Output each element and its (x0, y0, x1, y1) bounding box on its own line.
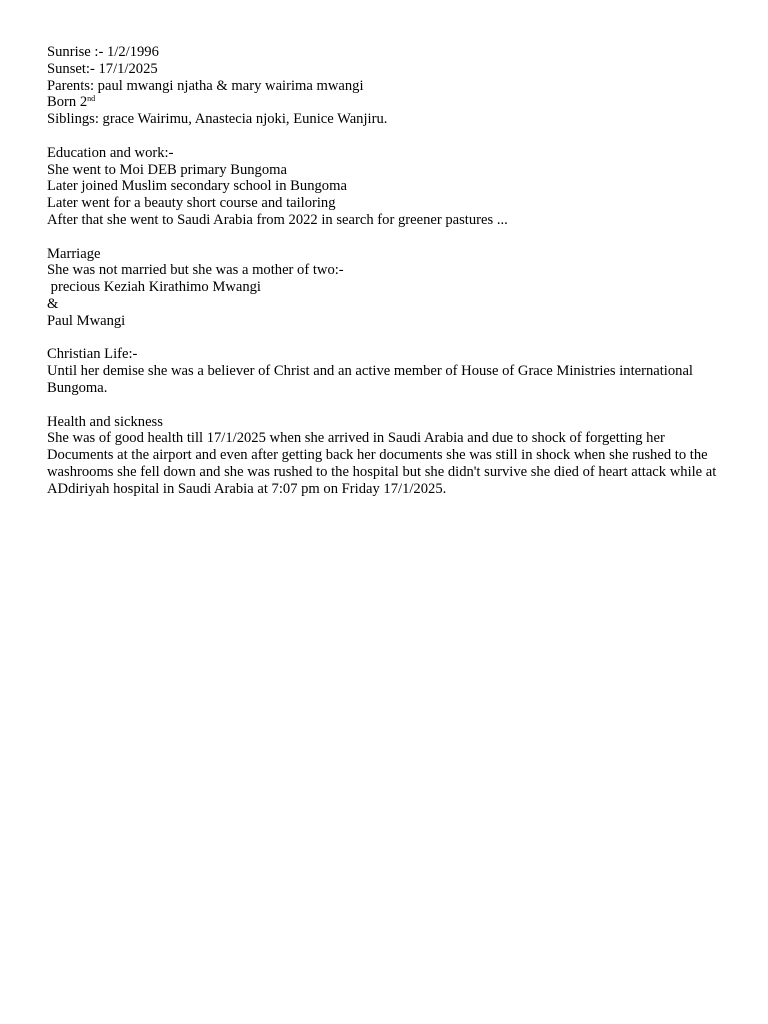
christian-life-heading: Christian Life:- (47, 346, 138, 363)
marriage-line: & (47, 295, 59, 312)
spacer (47, 330, 727, 347)
parents-line: Parents: paul mwangi njatha & mary wairima mwangi (47, 77, 364, 94)
born-line (47, 94, 727, 111)
spacer (47, 128, 727, 145)
siblings-line: Siblings: grace Wairimu, Anastecia njoki, Eunice Wanjiru. (47, 111, 388, 128)
christian-life-paragraph: Until her demise she was a believer of Christ and an active member of House of Grace Ministries international Bungoma. (47, 363, 693, 396)
document-page (47, 44, 727, 498)
marriage-line: She was not married but she was a mother of two:- (47, 262, 344, 279)
health-paragraph: She was of good health till 17/1/2025 when she arrived in Saudi Arabia and due to shock of forgetting her Documents at the airport and even after getting back her documents she was still in shock when she rushed to the washrooms she fell down and she was rushed to the hospital but she didn't survive she died of heart attack while at ADdiriyah hospital in Saudi Arabia at 7:07 pm on Friday 17/1/2025. (47, 430, 717, 497)
marriage-line: precious Keziah Kirathimo Mwangi (47, 279, 261, 296)
born-ordinal-suffix: nd (87, 94, 96, 104)
education-heading: Education and work:- (47, 144, 174, 161)
marriage-line: Paul Mwangi (47, 312, 126, 329)
education-line: Later joined Muslim secondary school in Bungoma (47, 178, 347, 195)
marriage-heading: Marriage (47, 245, 101, 262)
education-line: After that she went to Saudi Arabia from 2022 in search for greener pastures ... (47, 211, 508, 228)
born-text: Born 2 (47, 94, 88, 111)
health-heading: Health and sickness (47, 413, 163, 430)
sunset-line: Sunset:- 17/1/2025 (47, 60, 158, 77)
education-line: Later went for a beauty short course and tailoring (47, 195, 336, 212)
education-line: She went to Moi DEB primary Bungoma (47, 161, 287, 178)
spacer (47, 229, 727, 246)
spacer (47, 397, 727, 414)
sunrise-line: Sunrise :- 1/2/1996 (47, 44, 159, 60)
